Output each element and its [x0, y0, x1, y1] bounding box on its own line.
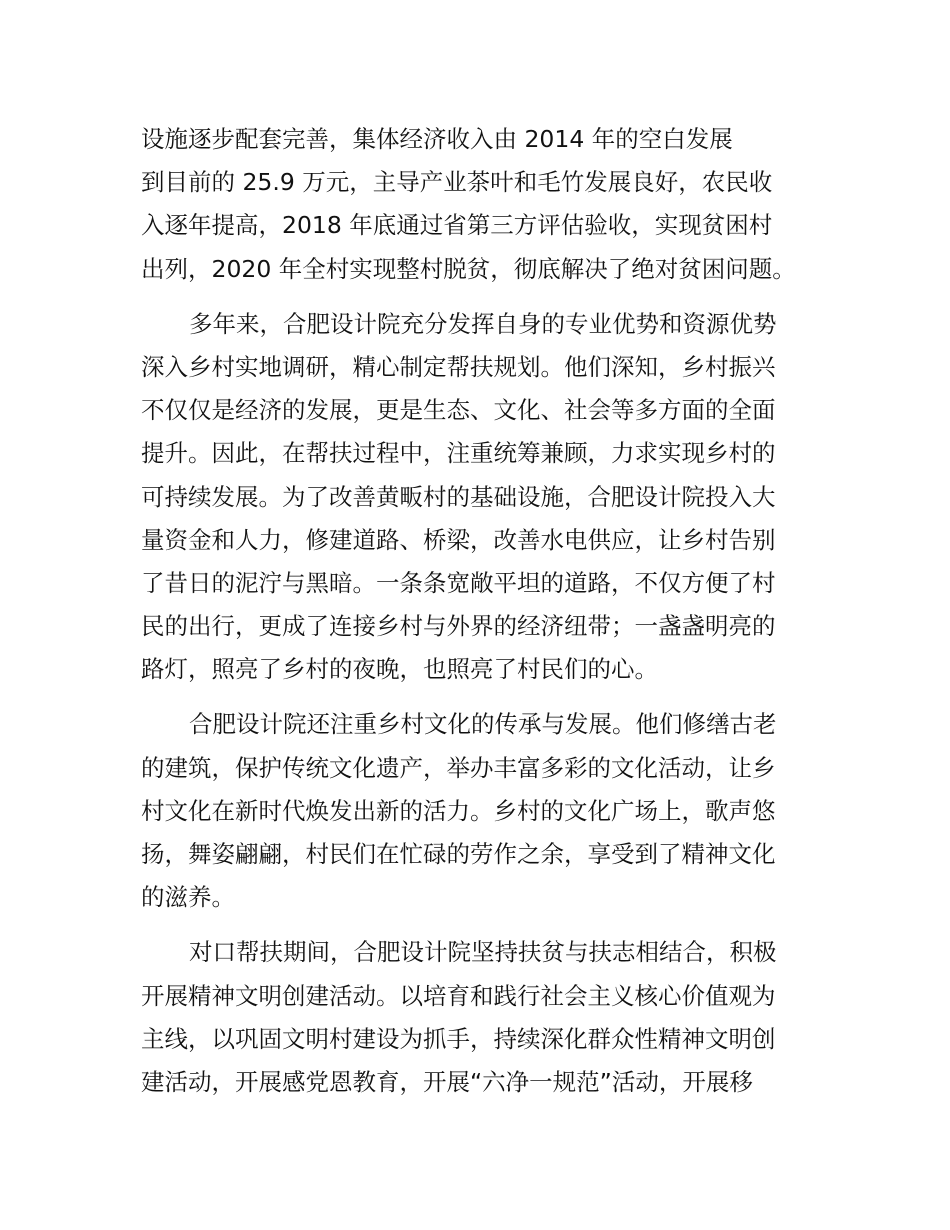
- text-line: 设施逐步配套完善，集体经济收入由 2014 年的空白发展: [141, 125, 733, 153]
- text-line: 到目前的 25.9 万元，主导产业茶叶和毛竹发展良好，农民收: [141, 168, 773, 197]
- text-line: 主线，以巩固文明村建设为抓手，持续深化群众性精神文明创: [141, 1024, 776, 1053]
- body-text: [141, 118, 813, 1116]
- paragraph-4: [141, 931, 813, 1104]
- text-line: 扬，舞姿翩翩，村民们在忙碌的劳作之余，享受到了精神文化: [141, 840, 776, 868]
- paragraph-3: [141, 703, 813, 919]
- text-line: 民的出行，更成了连接乡村与外界的经济纽带；一盏盏明亮的: [141, 612, 776, 641]
- paragraph-1: [141, 118, 813, 291]
- text-line: 村文化在新时代焕发出新的活力。乡村的文化广场上，歌声悠: [141, 796, 776, 825]
- text-line: 出列，2020 年全村实现整村脱贫，彻底解决了绝对贫困问题。: [141, 254, 796, 283]
- text-line: 合肥设计院还注重乡村文化的传承与发展。他们修缮古老: [189, 710, 777, 739]
- paragraph-2: [141, 303, 813, 692]
- text-line: 深入乡村实地调研，精心制定帮扶规划。他们深知，乡村振兴: [141, 352, 776, 381]
- text-line: 提升。因此，在帮扶过程中，注重统筹兼顾，力求实现乡村的: [141, 439, 776, 468]
- text-line: 量资金和人力，修建道路、桥梁，改善水电供应，让乡村告别: [141, 525, 776, 554]
- text-line: 路灯，照亮了乡村的夜晚，也照亮了村民们的心。: [141, 655, 658, 684]
- text-line: 的滋养。: [141, 883, 235, 912]
- text-line: 不仅仅是经济的发展，更是生态、文化、社会等多方面的全面: [141, 396, 776, 425]
- text-line: 了昔日的泥泞与黑暗。一条条宽敞平坦的道路，不仅方便了村: [141, 568, 776, 597]
- text-line: 的建筑，保护传统文化遗产，举办丰富多彩的文化活动，让乡: [141, 753, 776, 782]
- text-line: 入逐年提高，2018 年底通过省第三方评估验收，实现贫困村: [141, 211, 773, 240]
- text-line: 建活动，开展感党恩教育，开展“六净一规范”活动，开展移: [141, 1067, 753, 1096]
- text-line: 可持续发展。为了改善黄畈村的基础设施，合肥设计院投入大: [141, 482, 776, 511]
- text-line: 开展精神文明创建活动。以培育和践行社会主义核心价值观为: [141, 981, 776, 1010]
- text-line: 对口帮扶期间，合肥设计院坚持扶贫与扶志相结合，积极: [189, 938, 777, 967]
- text-line: 多年来，合肥设计院充分发挥自身的专业优势和资源优势: [189, 309, 777, 338]
